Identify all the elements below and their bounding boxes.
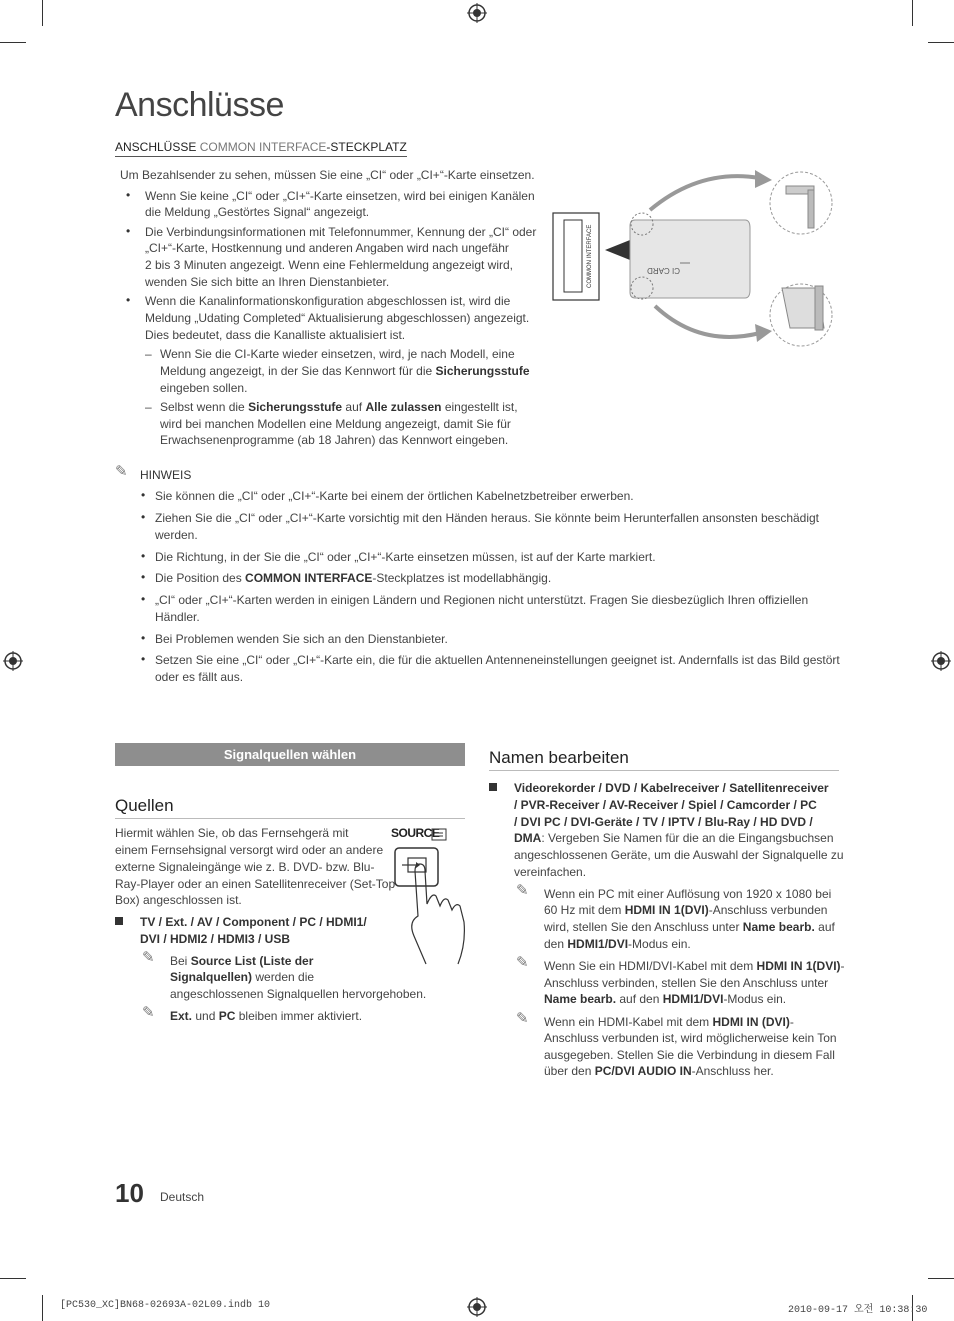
dash-mark: – (145, 347, 152, 361)
footer-timestamp: 2010-09-17 오전 10:38:30 (788, 1305, 928, 1316)
page-language: Deutsch (160, 1190, 205, 1204)
namen-note: Anschluss verbunden ist, wird möglicherweise kein Ton (544, 1031, 837, 1045)
text-run-bold: Source List (Liste der (190, 954, 314, 968)
text-run: Die Position des (155, 571, 246, 585)
text-run: -Modus ein. (628, 937, 691, 951)
bullet-dot: • (141, 631, 146, 645)
bullet-text: Wenn Sie keine „CI“ oder „CI+“-Karte einsetzen, wird bei einigen Kanälen (145, 189, 535, 203)
hinweis-text: werden. (155, 528, 198, 542)
subheading-post: -STECKPLATZ (326, 140, 407, 154)
crop-mark (0, 1278, 26, 1279)
bullet-text: wenden Sie sich bitte an Ihren Dienstanbieter. (145, 275, 390, 289)
namen-item: angeschlossenen Geräte, um die Auswahl der Signalquelle zu (514, 848, 844, 862)
registration-mark-icon (467, 3, 487, 23)
section-subheading (115, 140, 407, 157)
square-bullet (115, 917, 123, 925)
quellen-note (170, 969, 314, 986)
slot-label: COMMON INTERFACE (587, 224, 593, 288)
namen-note (544, 991, 786, 1008)
quellen-text: externe Signaleingänge wie z. B. DVD- bzw. Blu- (115, 860, 375, 874)
bullet-text: Meldung „Udating Completed“ Aktualisierung abgeschlossen) angezeigt. (145, 311, 530, 325)
text-run: 60 Hz mit dem (544, 903, 625, 917)
bullet-dot: • (141, 652, 146, 666)
namen-item: vereinfachen. (514, 865, 587, 879)
crop-mark (928, 1278, 954, 1279)
text-run: Wenn Sie ein HDMI/DVI-Kabel mit dem (544, 959, 757, 973)
dash-text: wird bei manchen Modellen eine Meldung angezeigt, damit Sie für (160, 417, 511, 431)
quellen-text: Hiermit wählen Sie, ob das Fernsehgerä mit (115, 826, 349, 840)
registration-mark-icon (467, 1297, 487, 1317)
text-run: bleiben immer aktiviert. (235, 1009, 363, 1023)
page-number: 10 (115, 1178, 144, 1208)
text-run: -Anschluss her. (691, 1064, 774, 1078)
quellen-note (170, 953, 313, 970)
text-run: Steckplatzes ist modellabhängig. (376, 571, 552, 585)
note-pencil-icon: ✎ (516, 1010, 529, 1027)
namen-note: Wenn ein PC mit einer Auflösung von 1920 x 1080 bei (544, 887, 832, 901)
text-run-bold: HDMI IN 1(DVI) (756, 959, 841, 973)
text-run-bold: Signalquellen) (170, 970, 253, 984)
note-pencil-icon: ✎ (115, 463, 128, 480)
text-run-bold: Alle zulassen (365, 400, 442, 414)
namen-note: Anschluss verbinden, stellen Sie den Anschluss unter (544, 976, 829, 990)
text-run-bold: HDMI IN (DVI) (712, 1015, 790, 1029)
text-run: - (372, 571, 377, 585)
text-run: : Vergeben Sie Namen für die an die Eingangsbuchsen (541, 831, 834, 845)
text-run: wird, stellen Sie den Anschluss unter (544, 920, 743, 934)
text-run: auf (814, 920, 835, 934)
text-run: und (192, 1009, 219, 1023)
bullet-text: Die Verbindungsinformationen mit Telefonnummer, Kennung der „CI“ oder (145, 225, 537, 239)
ci-card-diagram (550, 168, 840, 353)
namen-item: Videorekorder / DVD / Kabelreceiver / Satellitenreceiver (514, 781, 829, 795)
hinweis-text: Setzen Sie eine „CI“ oder „CI+“-Karte ein, die für die aktuellen Antenneneinstellungen geeignet ist. Andernfalls ist das Bild gestört (155, 653, 840, 667)
crop-mark (0, 42, 26, 43)
text-run: Bei (170, 954, 191, 968)
text-run-bold: HDMI IN 1(DVI) (624, 903, 709, 917)
source-label: SOURCE (391, 826, 440, 840)
bullet-dot: • (141, 570, 146, 584)
text-run: eingestellt ist, (441, 400, 518, 414)
ci-card (630, 220, 750, 298)
hinweis-label: HINWEIS (140, 468, 192, 482)
namen-item: / PVR-Receiver / AV-Receiver / Spiel / Camcorder / PC (514, 798, 817, 812)
text-run: den (544, 937, 568, 951)
namen-title: Namen bearbeiten (489, 748, 629, 767)
page-title: Anschlüsse (115, 86, 284, 124)
text-run-bold: Ext. (170, 1009, 193, 1023)
crop-mark (912, 0, 913, 26)
crop-mark (42, 1295, 43, 1321)
dash-mark: – (145, 400, 152, 414)
subheading-highlight: COMMON INTERFACE (199, 140, 327, 154)
namen-item (514, 830, 834, 847)
text-run: - (840, 959, 845, 973)
bullet-text: Dies bedeutet, dass die Kanalliste aktualisiert ist. (145, 328, 406, 342)
hinweis-text (155, 570, 551, 587)
quellen-text: Box) angeschlossen ist. (115, 893, 242, 907)
text-run: werden die (252, 970, 315, 984)
bullet-dot: • (141, 549, 146, 563)
namen-note (544, 1014, 794, 1031)
namen-item: / DVI PC / DVI-Geräte / TV / IPTV / Blu-Ray / HD DVD / (514, 815, 813, 829)
text-run-bold: Sicherungsstufe (435, 364, 530, 378)
crop-mark (42, 0, 43, 26)
crop-mark (928, 42, 954, 43)
bullet-text: Wenn die Kanalinformationskonfiguration abgeschlossen ist, wird die (145, 294, 511, 308)
hinweis-text: „CI“ oder „CI+“-Karten werden in einigen Ländern und Regionen nicht unterstützt. Fragen Sie diesbezüglich Ihren offiziellen (155, 593, 809, 607)
text-run: auf (342, 400, 366, 414)
text-run: Wenn ein HDMI-Kabel mit dem (544, 1015, 713, 1029)
hinweis-text: oder es fällt aus. (155, 670, 244, 684)
registration-mark-icon (931, 651, 951, 671)
intro-text: Um Bezahlsender zu sehen, müssen Sie eine „CI“ oder „CI+“-Karte einsetzen. (120, 168, 535, 182)
text-run: -Modus ein. (723, 992, 787, 1006)
divider (489, 770, 839, 771)
namen-note (544, 958, 845, 975)
bullet-dot: • (141, 592, 146, 606)
divider (115, 818, 465, 819)
bullet-dot: • (141, 510, 146, 524)
text-run-bold: PC/DVI AUDIO IN (594, 1064, 692, 1078)
hinweis-text: Händler. (155, 610, 200, 624)
text-run-bold: HDMI1/DVI (662, 992, 724, 1006)
quellen-note: angeschlossenen Signalquellen hervorgehoben. (170, 987, 427, 1001)
dash-text (160, 363, 530, 380)
text-run-bold: PC (218, 1009, 236, 1023)
bullet-dot: • (126, 188, 131, 202)
hinweis-text: Bei Problemen wenden Sie sich an den Dienstanbieter. (155, 632, 448, 646)
text-run-bold: COMMON INTERFACE (245, 571, 373, 585)
dash-text: Wenn Sie die CI-Karte wieder einsetzen, wird, je nach Modell, eine (160, 347, 515, 361)
text-run-bold: HDMI1/DVI (567, 937, 629, 951)
namen-note (544, 902, 827, 919)
bullet-text: 2 bis 3 Minuten angezeigt. Wenn eine Fehlermeldung angezeigt wird, (145, 258, 514, 272)
hinweis-text: Sie können die „CI“ oder „CI+“-Karte bei einem der örtlichen Kabelnetzbetreiber erwerben. (155, 489, 634, 503)
text-run: -Anschluss verbunden (708, 903, 828, 917)
quellen-text: Ray-Player oder an einen Satellitenreceiver (Set-Top (115, 877, 396, 891)
quellen-title: Quellen (115, 796, 174, 815)
quellen-item: DVI / HDMI2 / HDMI3 / USB (140, 932, 291, 946)
namen-note (544, 936, 691, 953)
note-pencil-icon: ✎ (142, 1004, 155, 1021)
note-pencil-icon: ✎ (516, 954, 529, 971)
namen-note (544, 1063, 774, 1080)
dash-text: eingeben sollen. (160, 381, 248, 395)
bullet-dot: • (126, 293, 131, 307)
text-run: Meldung angezeigt, in der Sie das Kennwort für die (160, 364, 436, 378)
dash-text: Erwachsenenprogramme (ab 18 Jahren) das Kennwort eingeben. (160, 433, 509, 447)
text-run-bold: Sicherungsstufe (248, 400, 343, 414)
text-run-bold: Name bearb. (742, 920, 815, 934)
text-run-bold: Name bearb. (544, 992, 617, 1006)
dash-text (160, 399, 518, 416)
curved-arrow-icon (655, 306, 760, 337)
section-bar-signalquellen: Signalquellen wählen (115, 743, 465, 766)
bullet-dot: • (126, 224, 131, 238)
curved-arrow-icon (650, 176, 760, 210)
registration-mark-icon (3, 651, 23, 671)
slot (564, 220, 582, 292)
note-pencil-icon: ✎ (142, 949, 155, 966)
detail-zoom-top (770, 172, 832, 234)
namen-note (544, 919, 835, 936)
card-label: CI CARD (647, 266, 680, 275)
text-run: - (789, 1015, 794, 1029)
hinweis-text: Ziehen Sie die „CI“ oder „CI+“-Karte vorsichtig mit den Händen heraus. Sie könnte beim Herunterfallen ansonsten beschädigt (155, 511, 820, 525)
square-bullet (489, 783, 497, 791)
text-run: auf den (616, 992, 663, 1006)
quellen-note (170, 1008, 362, 1025)
bullet-text: „CI+“-Karte, Hostkennung und anderen Angaben wird nach ungefähr (145, 241, 509, 255)
bullet-dot: • (141, 488, 146, 502)
subheading-pre: ANSCHLÜSSE (115, 140, 200, 154)
text-run: Selbst wenn die (160, 400, 249, 414)
hinweis-text: Die Richtung, in der Sie die „CI“ oder „CI+“-Karte einsetzen müssen, ist auf der Karte markiert. (155, 550, 656, 564)
bullet-text: die Meldung „Gestörtes Signal“ angezeigt. (145, 205, 370, 219)
quellen-item: TV / Ext. / AV / Component / PC / HDMI1/ (140, 915, 367, 929)
namen-note: ausgegeben. Stellen Sie die Verbindung in diesem Fall (544, 1048, 835, 1062)
footer-file-info: [PC530_XC]BN68-02693A-02L09.indb 10 (60, 1300, 271, 1311)
text-run: über den (544, 1064, 595, 1078)
text-run-bold: DMA (514, 831, 542, 845)
hand-pressing-source-icon (390, 826, 468, 966)
note-pencil-icon: ✎ (516, 882, 529, 899)
quellen-text: einem Fernsehsignal versorgt wird oder an andere (115, 843, 384, 857)
